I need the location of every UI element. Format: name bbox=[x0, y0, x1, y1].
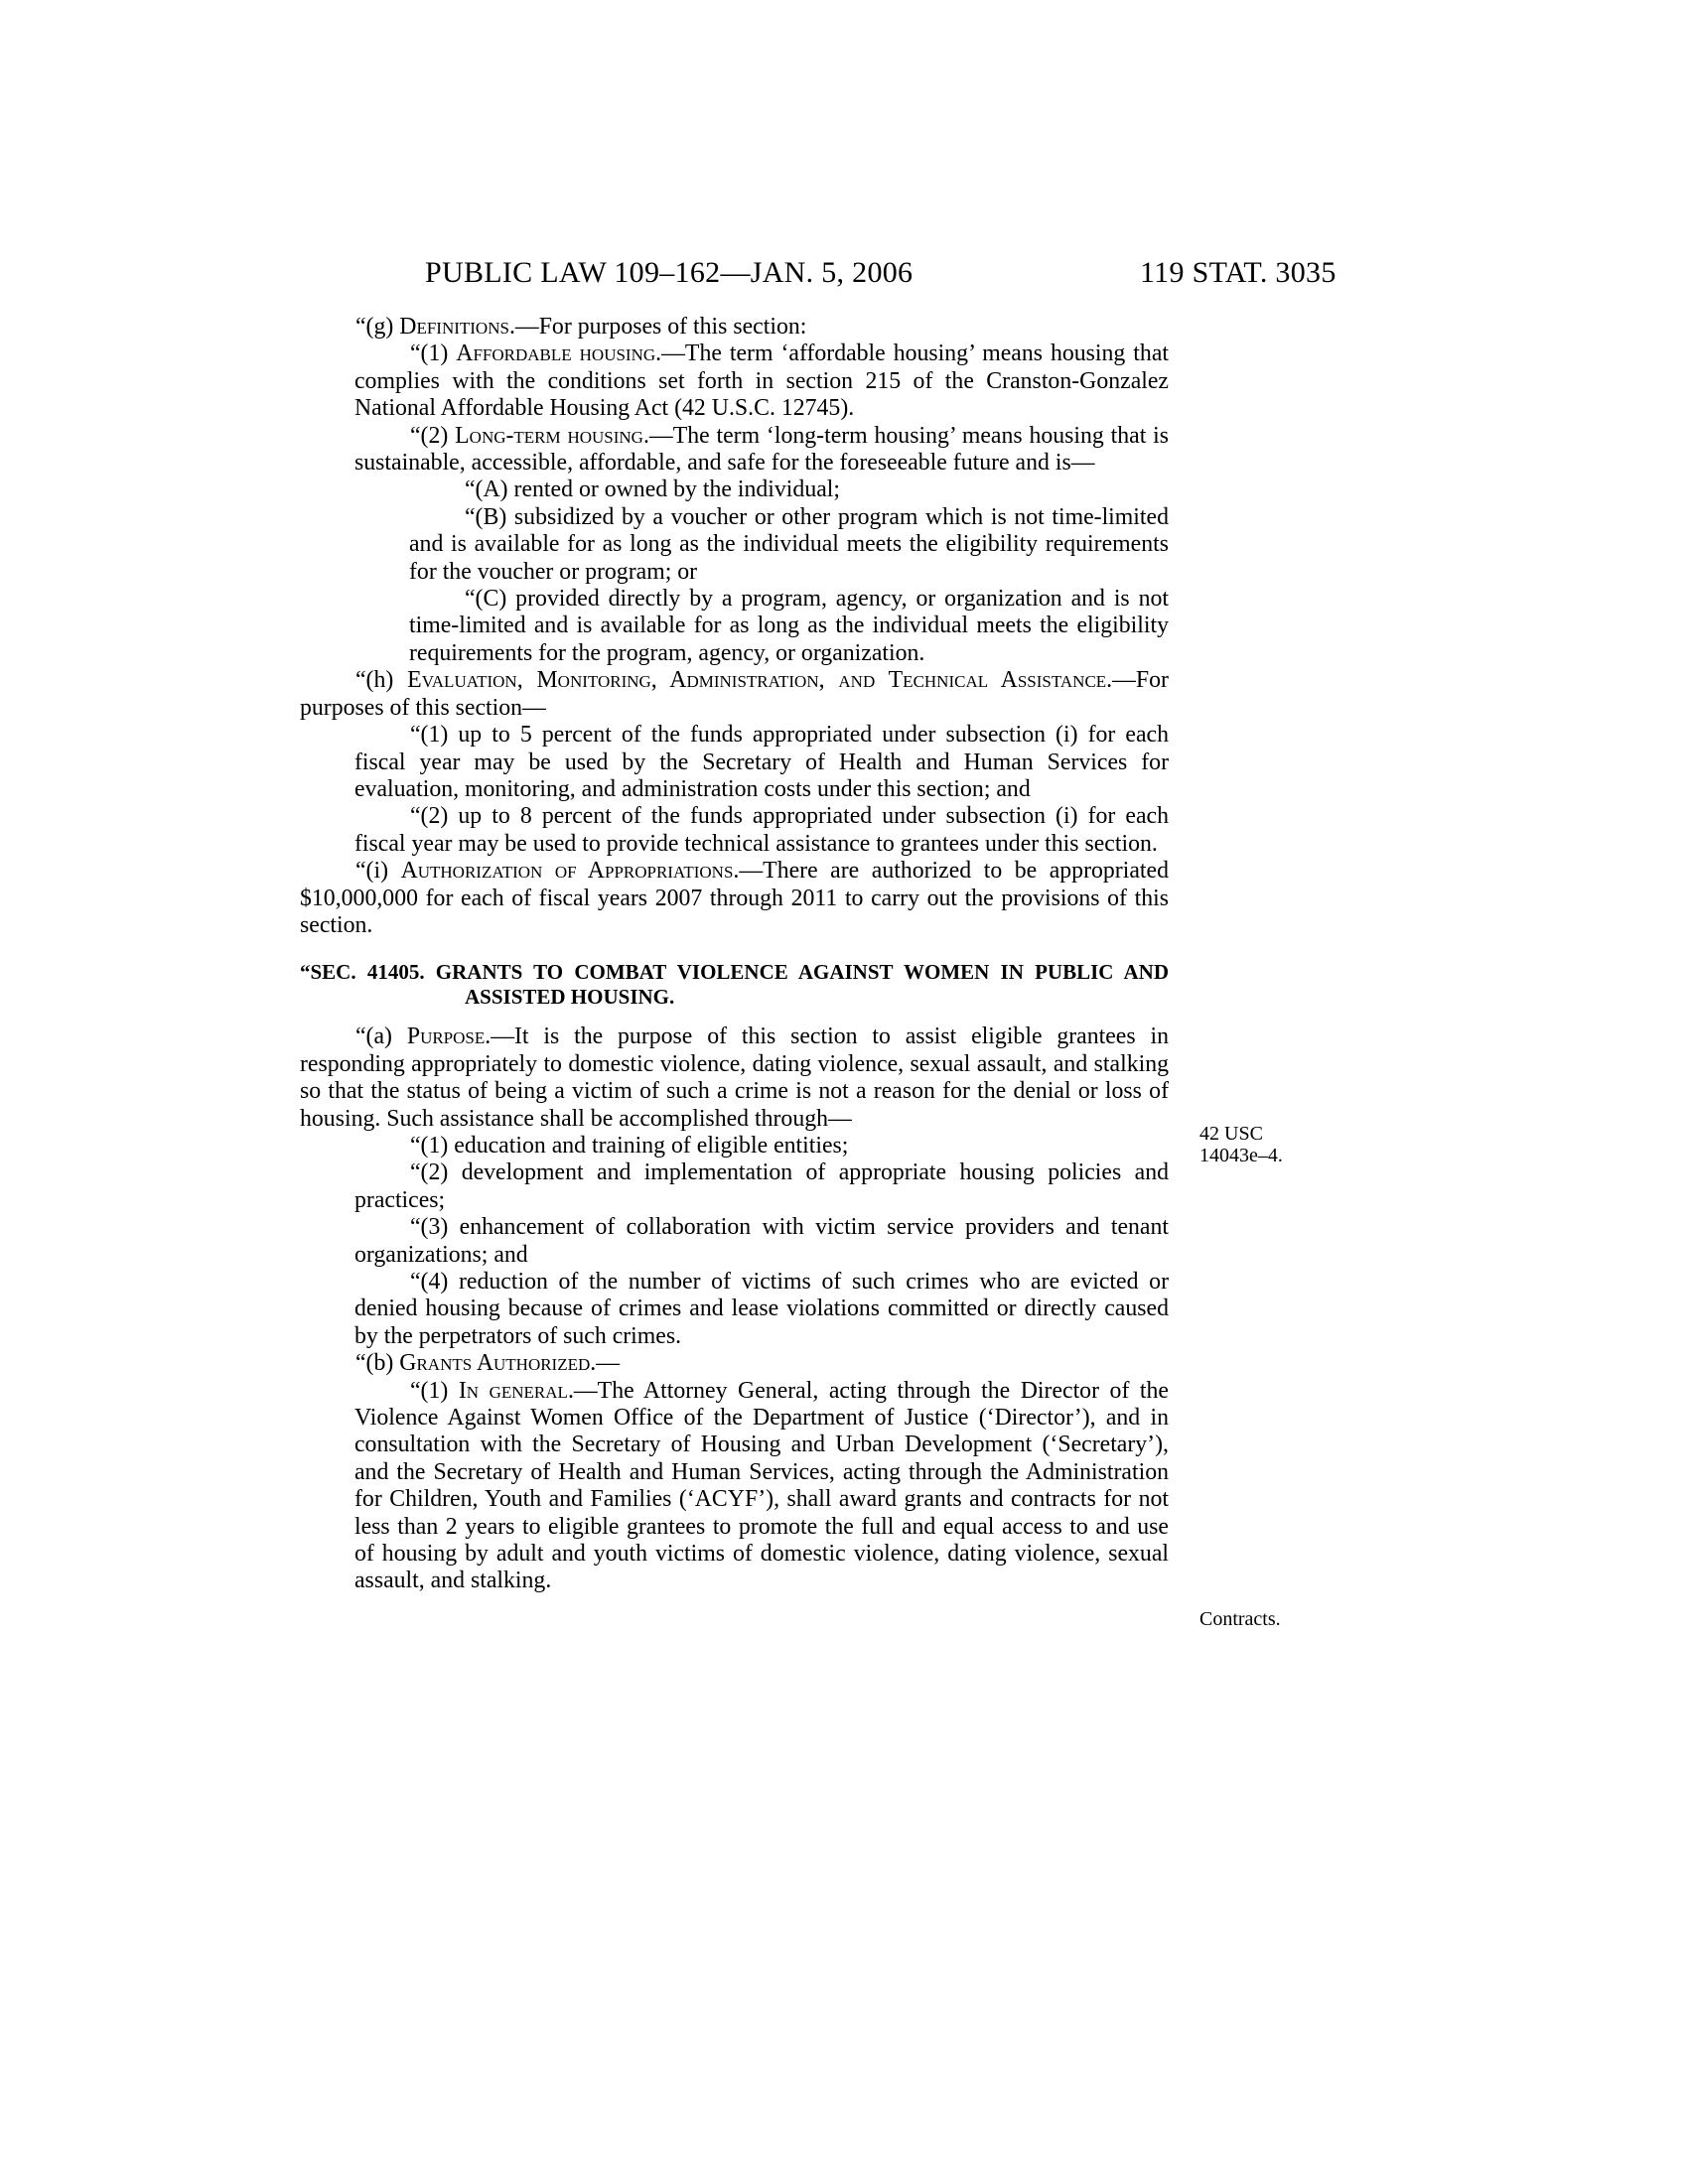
margin-note-usc-line1: 42 USC bbox=[1199, 1123, 1263, 1145]
subsection-b: “(b) Grants Authorized.— bbox=[355, 1350, 621, 1377]
paragraph-a3: “(3) enhancement of collaboration with victim service providers and tenant organizations; and bbox=[354, 1214, 1169, 1268]
paragraph-g2: “(2) Long-term housing.—The term ‘long-term housing’ means housing that is sustainable, accessible, affordable, and safe for the foreseeable future and is— bbox=[354, 422, 1169, 477]
running-header-law: PUBLIC LAW 109–162—JAN. 5, 2006 bbox=[425, 256, 914, 289]
subsection-h: “(h) Evaluation, Monitoring, Administration, and Technical Assistance.—For purposes of this section— bbox=[300, 667, 1169, 721]
subsection-a: “(a) Purpose.—It is the purpose of this section to assist eligible grantees in responding appropriately to domestic violence, dating violence, sexual assault, and stalking so that the status of being a victim of such a crime is not a reason for the denial or loss of housing. Such assistance shall be accomplished through— bbox=[300, 1024, 1169, 1132]
subsection-i: “(i) Authorization of Appropriations.—There are authorized to be appropriated $10,000,000 for each of fiscal years 2007 through 2011 to carry out the provisions of this section. bbox=[300, 858, 1169, 938]
running-header-stat: 119 STAT. 3035 bbox=[1140, 256, 1336, 289]
paragraph-a4: “(4) reduction of the number of victims of such crimes who are evicted or denied housing because of crimes and lease violations committed or directly caused by the perpetrators of such crimes. bbox=[354, 1269, 1169, 1349]
subparagraph-c: “(C) provided directly by a program, agency, or organization and is not time-limited and is available for as long as the individual meets the eligibility requirements for the program, agency, or organization. bbox=[409, 586, 1169, 666]
margin-note-contracts: Contracts. bbox=[1199, 1608, 1281, 1630]
margin-note-usc-line2: 14043e–4. bbox=[1199, 1145, 1283, 1166]
section-heading: “SEC. 41405. GRANTS TO COMBAT VIOLENCE AGAINST WOMEN IN PUBLIC AND ASSISTED HOUSING. bbox=[300, 960, 1169, 1010]
paragraph-a2: “(2) development and implementation of appropriate housing policies and practices; bbox=[354, 1160, 1169, 1213]
paragraph-a1: “(1) education and training of eligible entities; bbox=[410, 1132, 849, 1159]
subsection-g: “(g) Definitions.—For purposes of this section: bbox=[355, 314, 807, 340]
statute-body bbox=[300, 314, 1169, 1595]
paragraph-h2: “(2) up to 8 percent of the funds appropriated under subsection (i) for each fiscal year may be used to provide technical assistance to grantees under this section. bbox=[354, 803, 1169, 857]
paragraph-b1: “(1) In general.—The Attorney General, acting through the Director of the Violence Against Women Office of the Department of Justice (‘Director’), and in consultation with the Secretary of Housing and Urban Development (‘Secretary’), and the Secretary of Health and Human Services, acting through the Administration for Children, Youth and Families (‘ACYF’), shall award grants and contracts for not less than 2 years to eligible grantees to promote the full and equal access to and use of housing by adult and youth victims of domestic violence, dating violence, sexual assault, and stalking. bbox=[354, 1377, 1169, 1594]
subparagraph-b: “(B) subsidized by a voucher or other program which is not time-limited and is available for as long as the individual meets the eligibility requirements for the voucher or program; or bbox=[409, 503, 1169, 585]
paragraph-h1: “(1) up to 5 percent of the funds appropriated under subsection (i) for each fiscal year may be used by the Secretary of Health and Human Services for evaluation, monitoring, and administration costs under this section; and bbox=[354, 722, 1169, 802]
paragraph-g1: “(1) Affordable housing.—The term ‘affordable housing’ means housing that complies with the conditions set forth in section 215 of the Cranston-Gonzalez National Affordable Housing Act (42 U.S.C. 12745). bbox=[354, 341, 1169, 422]
subparagraph-a: “(A) rented or owned by the individual; bbox=[465, 477, 840, 503]
